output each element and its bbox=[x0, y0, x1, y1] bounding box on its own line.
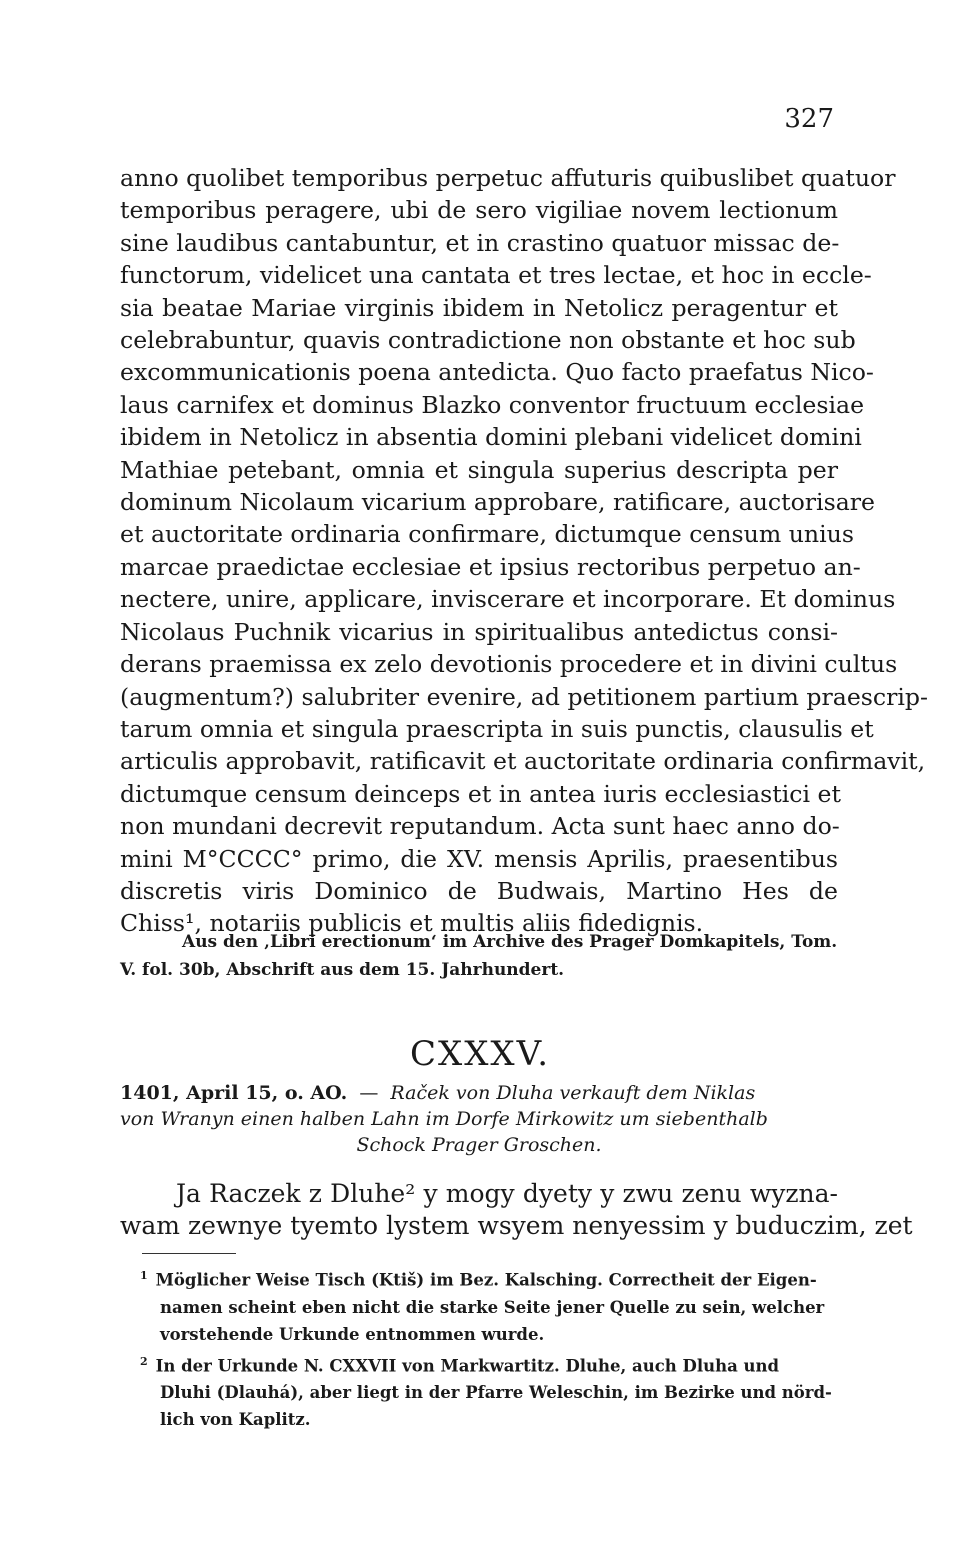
text-line: nectere, unire, applicare, inviscerare et incorporare. Et dominus bbox=[120, 585, 896, 614]
main-text bbox=[120, 162, 929, 940]
footnote-text: In der Urkunde N. CXXVII von Markwartitz. Dluhe, auch Dluha und bbox=[155, 1356, 780, 1375]
regest-line bbox=[120, 1132, 838, 1158]
regest-text: Schock Prager Groschen. bbox=[356, 1134, 602, 1156]
text-line: dominum Nicolaum vicarium approbare, ratificare, auctorisare bbox=[120, 488, 876, 517]
footnote-marker: 1 bbox=[140, 1269, 148, 1282]
text-line: et auctoritate ordinaria confirmare, dictumque censum unius bbox=[120, 520, 854, 549]
source-note-line: V. fol. 30b, Abschrift aus dem 15. Jahrhundert. bbox=[120, 960, 565, 980]
footnote-line: namen scheint eben nicht die starke Seite jener Quelle zu sein, welcher bbox=[160, 1297, 825, 1317]
text-line: excommunicationis poena antedicta. Quo facto praefatus Nico- bbox=[120, 358, 874, 387]
text-line: tarum omnia et singula praescripta in suis punctis, clausulis et bbox=[120, 714, 874, 743]
text-line: functorum, videlicet una cantata et tres lectae, et hoc in eccle- bbox=[120, 261, 872, 290]
charter-text bbox=[120, 1178, 913, 1242]
footnote-line bbox=[140, 1262, 836, 1294]
text-line: ibidem in Netolicz in absentia domini plebani videlicet domini bbox=[120, 423, 862, 452]
regest-line bbox=[120, 1106, 838, 1132]
text-line: Chiss¹, notariis publicis et multis aliis fidedignis. bbox=[120, 909, 704, 938]
text-line: marcae praedictae ecclesiae et ipsius rectoribus perpetuo an- bbox=[120, 552, 861, 581]
text-line: sia beatae Mariae virginis ibidem in Netolicz peragentur et bbox=[120, 293, 838, 322]
text-line: Mathiae petebant, omnia et singula superius descripta per bbox=[120, 455, 838, 484]
text-line: derans praemissa ex zelo devotionis procedere et in divini cultus bbox=[120, 650, 898, 679]
footnote-2 bbox=[140, 1348, 836, 1434]
footnote-text: Möglicher Weise Tisch (Ktiš) im Bez. Kalsching. Correctheit der Eigen- bbox=[155, 1270, 817, 1290]
source-note-line: Aus den ‚Libri erectionum‘ im Archive des Prager Domkapitels, Tom. bbox=[182, 932, 838, 952]
charter-line: Ja Raczek z Dluhe² y mogy dyety y zwu zenu wyzna- bbox=[176, 1179, 838, 1208]
footnote-line bbox=[140, 1348, 836, 1380]
footnote-line: vorstehende Urkunde entnommen wurde. bbox=[160, 1324, 545, 1344]
text-line: celebrabuntur, quavis contradictione non obstante et hoc sub bbox=[120, 326, 856, 355]
text-line: anno quolibet temporibus perpetuc affuturis quibuslibet quatuor bbox=[120, 164, 896, 192]
regest-dash: — bbox=[359, 1082, 379, 1104]
text-line: (augmentum?) salubriter evenire, ad petitionem partium praescrip- bbox=[120, 682, 929, 711]
text-line: non mundani decrevit reputandum. Acta sunt haec anno do- bbox=[120, 812, 840, 841]
footnote-divider bbox=[142, 1253, 236, 1254]
text-line: Nicolaus Puchnik vicarius in spiritualibus antedictus consi- bbox=[120, 617, 838, 646]
footnotes bbox=[140, 1262, 836, 1433]
text-line: dictumque censum deinceps et in antea iuris ecclesiastici et bbox=[120, 779, 842, 808]
regest-text: Raček von Dluha verkauft dem Niklas bbox=[390, 1082, 756, 1104]
footnote-1 bbox=[140, 1262, 836, 1348]
page-number: 327 bbox=[784, 104, 834, 134]
footnote-line: lich von Kaplitz. bbox=[160, 1410, 311, 1429]
regest-text: von Wranyn einen halben Lahn im Dorfe Mirkowitz um siebenthalb bbox=[120, 1108, 768, 1130]
regest-date: 1401, April 15, o. AO. bbox=[120, 1082, 348, 1104]
text-line: sine laudibus cantabuntur, et in crastino quatuor missac de- bbox=[120, 228, 840, 257]
text-line: laus carnifex et dominus Blazko conventor fructuum ecclesiae bbox=[120, 390, 865, 419]
text-line: articulis approbavit, ratificavit et auctoritate ordinaria confirmavit, bbox=[120, 747, 926, 776]
footnote-marker: 2 bbox=[140, 1354, 148, 1368]
regest bbox=[120, 1080, 838, 1158]
regest-line bbox=[120, 1080, 838, 1106]
text-line: discretis viris Dominico de Budwais, Martino Hes de bbox=[120, 876, 838, 905]
text-line: mini M°CCCC° primo, die XV. mensis Aprilis, praesentibus bbox=[120, 844, 838, 873]
text-line: temporibus peragere, ubi de sero vigiliae novem lectionum bbox=[120, 196, 838, 225]
footnote-line: Dluhi (Dlauhá), aber liegt in der Pfarre Weleschin, im Bezirke und nörd- bbox=[160, 1383, 832, 1402]
document-number: CXXXV. bbox=[409, 1034, 551, 1074]
charter-line: wam zewnye tyemto lystem wsyem nenyessim y buduczim, zet bbox=[120, 1211, 913, 1240]
source-note bbox=[120, 928, 838, 984]
